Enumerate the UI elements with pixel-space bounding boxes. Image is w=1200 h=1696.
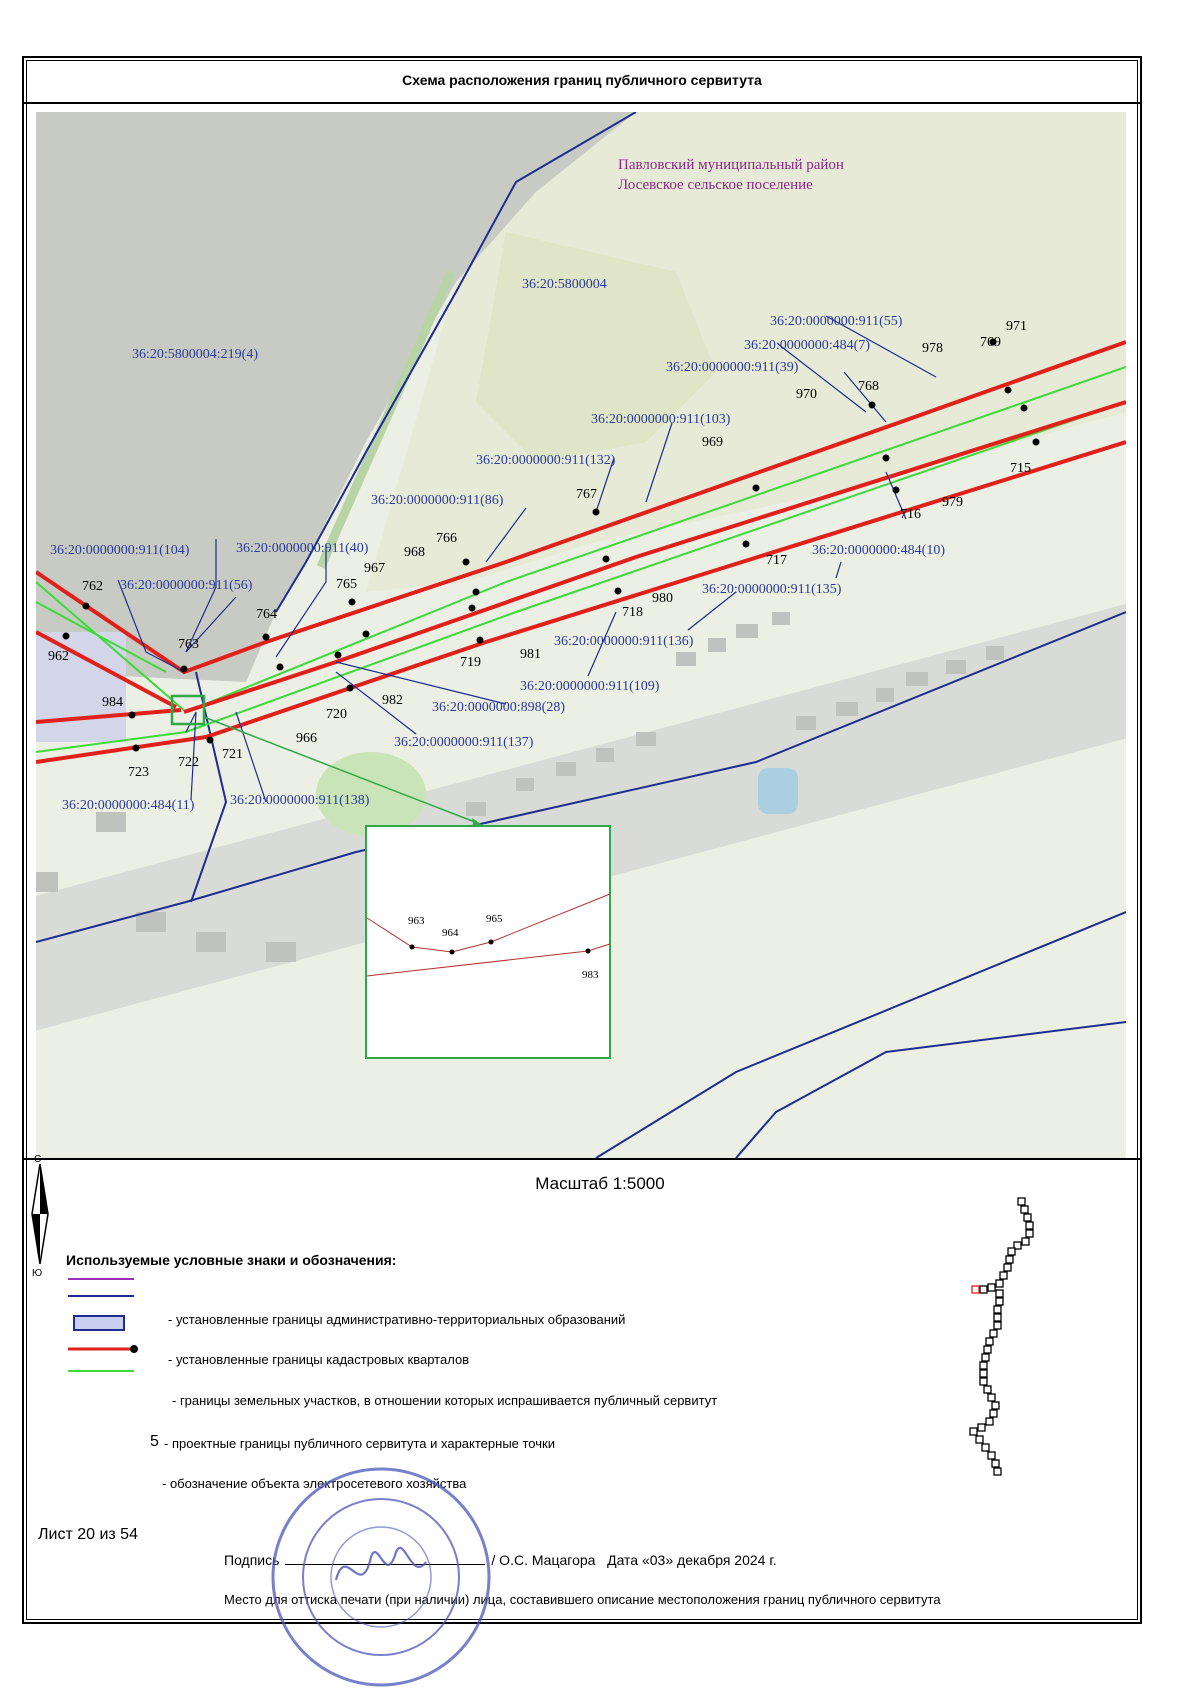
inset-frame <box>366 826 610 1058</box>
label-911-39: 36:20:0000000:911(39) <box>666 360 799 375</box>
legend-parcels: - границы земельных участков, в отношении которых испрашивается публичный сервитут <box>172 1393 718 1408</box>
map-view[interactable] <box>36 112 1126 1158</box>
svg-text:715: 715 <box>1010 461 1031 476</box>
label-484-7: 36:20:0000000:484(7) <box>744 338 870 353</box>
label-911-104: 36:20:0000000:911(104) <box>50 543 190 558</box>
signature-date: Дата «03» декабря 2024 г. <box>607 1552 777 1568</box>
stamp-place-text: Место для оттиска печати (при наличии) лица, составившего описание местоположения границ публичного сервитута <box>224 1592 941 1607</box>
svg-text:766: 766 <box>436 531 457 546</box>
svg-text:764: 764 <box>256 607 277 622</box>
svg-text:765: 765 <box>336 577 357 592</box>
label-911-137: 36:20:0000000:911(137) <box>394 735 534 750</box>
label-911-132: 36:20:0000000:911(132) <box>476 453 616 468</box>
svg-text:716: 716 <box>900 507 921 522</box>
label-898-28: 36:20:0000000:898(28) <box>432 700 565 715</box>
legend-admin: - установленные границы административно-территориальных образований <box>168 1312 626 1327</box>
label-911-56: 36:20:0000000:911(56) <box>120 578 253 593</box>
label-911-109: 36:20:0000000:911(109) <box>520 679 660 694</box>
overview-map <box>966 1196 1056 1496</box>
label-911-138: 36:20:0000000:911(138) <box>230 793 370 808</box>
svg-text:971: 971 <box>1006 319 1027 334</box>
compass-south-label: Ю <box>32 1268 43 1279</box>
label-911-55: 36:20:0000000:911(55) <box>770 314 903 329</box>
label-484-10: 36:20:0000000:484(10) <box>812 543 945 558</box>
label-911-135: 36:20:0000000:911(135) <box>702 582 842 597</box>
svg-text:984: 984 <box>102 695 123 710</box>
region-line-2: Лосевское сельское поселение <box>618 177 813 193</box>
svg-text:970: 970 <box>796 387 817 402</box>
map-scale: Масштаб 1:5000 <box>535 1174 665 1193</box>
label-911-86: 36:20:0000000:911(86) <box>371 493 504 508</box>
svg-text:718: 718 <box>622 605 643 620</box>
region-line-1: Павловский муниципальный район <box>618 157 844 173</box>
map-canvas <box>36 112 1126 1158</box>
svg-text:721: 721 <box>222 747 243 762</box>
svg-text:717: 717 <box>766 553 787 568</box>
svg-text:969: 969 <box>702 435 723 450</box>
svg-text:763: 763 <box>178 637 199 652</box>
svg-text:968: 968 <box>404 545 425 560</box>
svg-text:963: 963 <box>408 915 425 927</box>
svg-text:719: 719 <box>460 655 481 670</box>
svg-text:980: 980 <box>652 591 673 606</box>
svg-text:769: 769 <box>980 335 1001 350</box>
svg-text:723: 723 <box>128 765 149 780</box>
label-219: 36:20:5800004:219(4) <box>132 347 258 362</box>
svg-text:767: 767 <box>576 487 597 502</box>
legend-cadastral: - установленные границы кадастровых кварталов <box>168 1352 470 1367</box>
legend-electric-object: - обозначение объекта электросетевого хозяйства <box>162 1476 467 1491</box>
svg-text:983: 983 <box>582 969 599 981</box>
svg-text:967: 967 <box>364 561 385 576</box>
signature-name: / О.С. Мацагора <box>491 1552 596 1568</box>
label-911-40: 36:20:0000000:911(40) <box>236 541 369 556</box>
signature-prefix: Подпись <box>224 1552 280 1568</box>
svg-text:979: 979 <box>942 495 963 510</box>
legend-divider <box>24 1158 1140 1160</box>
svg-text:966: 966 <box>296 731 317 746</box>
svg-text:978: 978 <box>922 341 943 356</box>
svg-text:965: 965 <box>486 913 503 925</box>
svg-text:768: 768 <box>858 379 879 394</box>
label-911-103: 36:20:0000000:911(103) <box>591 412 731 427</box>
compass-north-label: С <box>34 1154 42 1165</box>
official-stamp <box>266 1462 496 1692</box>
svg-text:964: 964 <box>442 927 459 939</box>
svg-text:762: 762 <box>82 579 103 594</box>
legend-title: Используемые условные знаки и обозначения: <box>66 1252 397 1268</box>
inset-detail <box>366 826 610 1058</box>
pond <box>758 768 798 814</box>
svg-text:722: 722 <box>178 755 199 770</box>
label-911-136: 36:20:0000000:911(136) <box>554 634 694 649</box>
sheet-number: Лист 20 из 54 <box>38 1526 138 1543</box>
svg-text:982: 982 <box>382 693 403 708</box>
legend-samples <box>64 1274 144 1384</box>
legend-point-number: 5 <box>150 1433 159 1450</box>
legend-servitude: - проектные границы публичного сервитута и характерные точки <box>164 1436 555 1451</box>
document-title: Схема расположения границ публичного сервитута <box>24 58 1140 104</box>
label-quarter: 36:20:5800004 <box>522 277 607 292</box>
svg-text:962: 962 <box>48 649 69 664</box>
svg-text:720: 720 <box>326 707 347 722</box>
label-484-11: 36:20:0000000:484(11) <box>62 798 195 813</box>
svg-text:981: 981 <box>520 647 541 662</box>
